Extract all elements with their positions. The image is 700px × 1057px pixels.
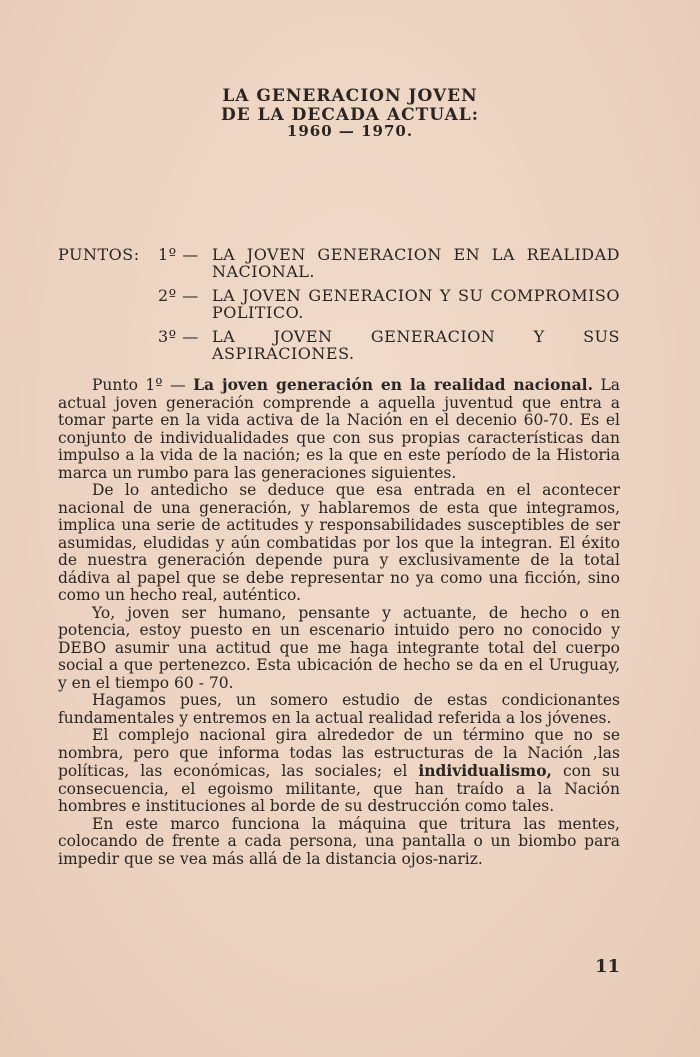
paragraph — [58, 376, 620, 482]
point-text: LA JOVEN GENERACION Y SU COMPROMISO POLITICO. — [212, 286, 620, 322]
points-label: PUNTOS: — [58, 245, 140, 264]
point-item — [58, 246, 620, 280]
point-text: LA JOVEN GENERACION EN LA REALIDAD NACIONAL. — [212, 245, 620, 281]
page-number: 11 — [594, 956, 620, 977]
point-item — [58, 328, 620, 362]
paragraph: Yo, joven ser humano, pensante y actuante, de hecho o en potencia, estoy puesto en un escenario intuido pero no conocido y DEBO asumir una actitud que me haga integrante total del cuerpo social a que pertenezco. Esta ubicación de hecho se da en el Uruguay, y en el tiempo 60 - 70. — [58, 603, 620, 692]
paragraph — [58, 727, 620, 816]
paragraph: Hagamos pues, un somero estudio de estas condicionantes fundamentales y entremos en la actual realidad referida a los jóvenes. — [58, 691, 620, 727]
emphasis: individualismo, — [418, 761, 552, 780]
point-number: 3º — — [158, 327, 199, 346]
paragraph-text: con su consecuencia, el egoismo militante, que han traído a la Nación hombres e instituciones al borde de su destrucción como tales. — [58, 762, 620, 815]
point-lead: Punto 1º — — [92, 376, 194, 394]
points-list — [58, 246, 620, 369]
point-number: 2º — — [158, 286, 199, 305]
paragraph: De lo antedicho se deduce que esa entrada en el acontecer nacional de una generación, y hablaremos de esta que integramos, implica una serie de actitudes y responsabilidades susceptibles de ser asumidas, eludidas y aún combatidas por los que la integran. El éxito de nuestra generación depende pura y exclusivamente de la total dádiva al papel que se debe representar no ya como una ficción, sino como un hecho real, auténtico. — [58, 481, 620, 604]
point-item — [58, 287, 620, 321]
point-heading: La joven generación en la realidad nacional. — [193, 375, 593, 394]
paragraph: En este marco funciona la máquina que tritura las mentes, colocando de frente a cada persona, una pantalla o un biombo para impedir que se vea más allá de la distancia ojos-nariz. — [58, 814, 620, 868]
point-text: LA JOVEN GENERACION Y SUS ASPIRACIONES. — [212, 327, 620, 363]
paragraph-text: El complejo nacional gira alrededor de un término que no se nombra, pero que informa todas las estructuras de la Nación ,las políticas, las económicas, las sociales; el — [58, 726, 620, 780]
point-number: 1º — — [158, 245, 199, 264]
paragraph-text: La actual joven generación comprende a aquella juventud que entra a tomar parte en la vida activa de la Nación en el decenio 60-70. Es el conjunto de individualidades que con sus propias características dan impulso a la vida de la nación; es la que en este período de la Historia marca un rumbo para las generaciones siguientes. — [58, 376, 620, 482]
title-line-2: DE LA DECADA ACTUAL: — [220, 105, 480, 125]
body-text — [58, 376, 620, 868]
title-line-1: LA GENERACION JOVEN — [222, 86, 478, 106]
title-years: 1960 — 1970. — [286, 122, 414, 140]
